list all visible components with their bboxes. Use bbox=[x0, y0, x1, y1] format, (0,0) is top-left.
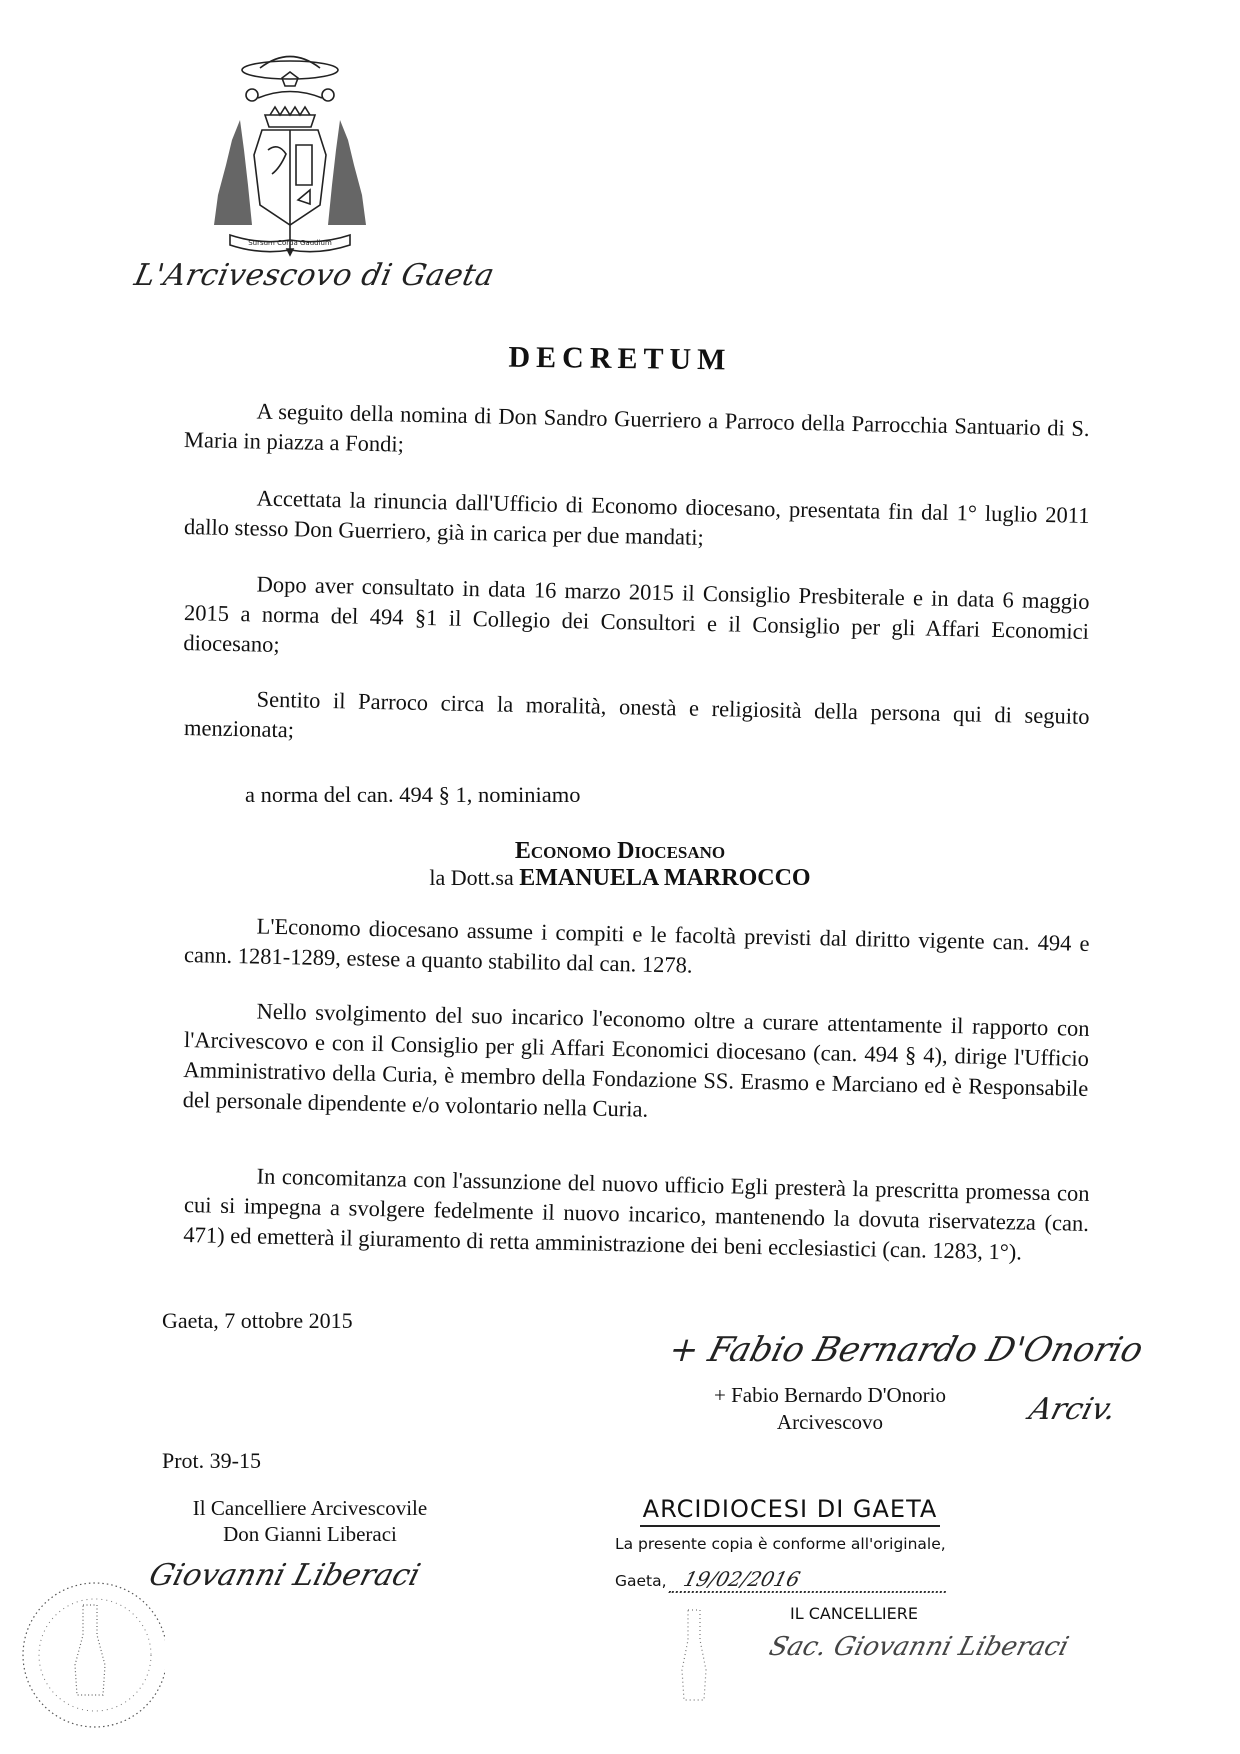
paragraph-4 bbox=[184, 683, 1090, 762]
stamp-date-line bbox=[615, 1567, 950, 1593]
appointment-block bbox=[0, 838, 1240, 892]
paragraph-5 bbox=[184, 910, 1090, 989]
archbishop-title: Arcivescovo bbox=[776, 1410, 884, 1434]
diocesan-seal bbox=[15, 1565, 165, 1735]
chancellor-signature: Giovanni Liberaci bbox=[145, 1558, 425, 1593]
stamp-signature: Sac. Giovanni Liberaci bbox=[765, 1632, 1072, 1662]
protocol-number: Prot. 39-15 bbox=[162, 1448, 261, 1473]
appointee-prefix: la Dott.sa bbox=[429, 865, 514, 890]
paragraph-text: Accettata la rinuncia dall'Ufficio di Economo diocesano, presentata fin dal 1° luglio 2011 dallo stesso Don Guerriero, già in carica per due mandati; bbox=[183, 485, 1090, 550]
paragraph-2 bbox=[184, 482, 1090, 561]
stamp-statement: La presente copia è conforme all'originale, bbox=[615, 1535, 946, 1553]
document-title: DECRETUM bbox=[508, 340, 732, 377]
paragraph-7 bbox=[183, 1160, 1090, 1269]
paragraph-text: A seguito della nomina di Don Sandro Guerriero a Parroco della Parrocchia Santuario di S. Maria in piazza a Fondi; bbox=[183, 398, 1090, 457]
stamp-date: 19/02/2016 bbox=[668, 1567, 952, 1593]
faint-seal-mark bbox=[660, 1600, 730, 1710]
letterhead-text: L'Arcivescovo di Gaeta bbox=[131, 258, 498, 293]
appointee-line bbox=[0, 865, 1240, 892]
stamp-place: Gaeta, bbox=[615, 1572, 667, 1590]
appointment-role: Economo Diocesano bbox=[514, 838, 726, 864]
paragraph-text: Sentito il Parroco circa la moralità, onestà e religiosità della persona qui di seguito menzionata; bbox=[183, 686, 1090, 743]
archbishop-block bbox=[660, 1382, 1000, 1436]
signature-text: + Fabio Bernardo D'Onorio bbox=[664, 1330, 1148, 1370]
paragraph-text: In concomitanza con l'assunzione del nuovo ufficio Egli presterà la prescritta promessa con cui si impegna a svolgere fedelmente il nuovo incarico, mantenendo la dovuta riservatezza (can. 471) ed emetterà il giuramento di retta amministrazione dei beni ecclesiastici (can. 1283, 1°). bbox=[183, 1163, 1090, 1265]
chancellor-name: Don Gianni Liberaci bbox=[223, 1522, 397, 1546]
paragraph-6 bbox=[182, 995, 1089, 1134]
coat-of-arms-logo bbox=[200, 40, 380, 270]
paragraph-text: L'Economo diocesano assume i compiti e le facoltà previsti dal diritto vigente can. 494 e cann. 1281-1289, estese a quanto stabilito dal can. 1278. bbox=[183, 913, 1090, 978]
stamp-header: ARCIDIOCESI DI GAETA bbox=[640, 1495, 940, 1527]
place-date: Gaeta, 7 ottobre 2015 bbox=[162, 1308, 353, 1333]
stamp-role: IL CANCELLIERE bbox=[790, 1604, 918, 1623]
paragraph-3 bbox=[183, 568, 1090, 677]
paragraph-1 bbox=[184, 395, 1090, 474]
archbishop-name: + Fabio Bernardo D'Onorio bbox=[713, 1383, 946, 1407]
chancellor-block bbox=[150, 1495, 470, 1547]
paragraph-text: Dopo aver consultato in data 16 marzo 2015 il Consiglio Presbiterale e in data 6 maggio 2015 a norma del 494 §1 il Collegio dei Consultori e il Consiglio per gli Affari Economici diocesano; bbox=[183, 571, 1090, 657]
appointee-name: EMANUELA MARROCCO bbox=[519, 865, 811, 891]
crest-motto: Sursum Corda Gaudium bbox=[248, 239, 332, 247]
chancellor-title: Il Cancelliere Arcivescovile bbox=[192, 1496, 428, 1520]
norm-line: a norma del can. 494 § 1, nominiamo bbox=[245, 782, 581, 807]
archbishop-signature-suffix: Arciv. bbox=[1025, 1392, 1121, 1427]
paragraph-text: Nello svolgimento del suo incarico l'economo oltre a curare attentamente il rapporto con l'Arcivescovo e con il Consiglio per gli Affari Economici diocesano (can. 494 § 4), dirige l'Ufficio Amministrativo della Curia, è membro della Fondazione SS. Erasmo e Marciano ed è Responsabile del personale dipendente e/o volontario nella Curia. bbox=[182, 998, 1090, 1122]
archbishop-signature bbox=[665, 1330, 1148, 1370]
